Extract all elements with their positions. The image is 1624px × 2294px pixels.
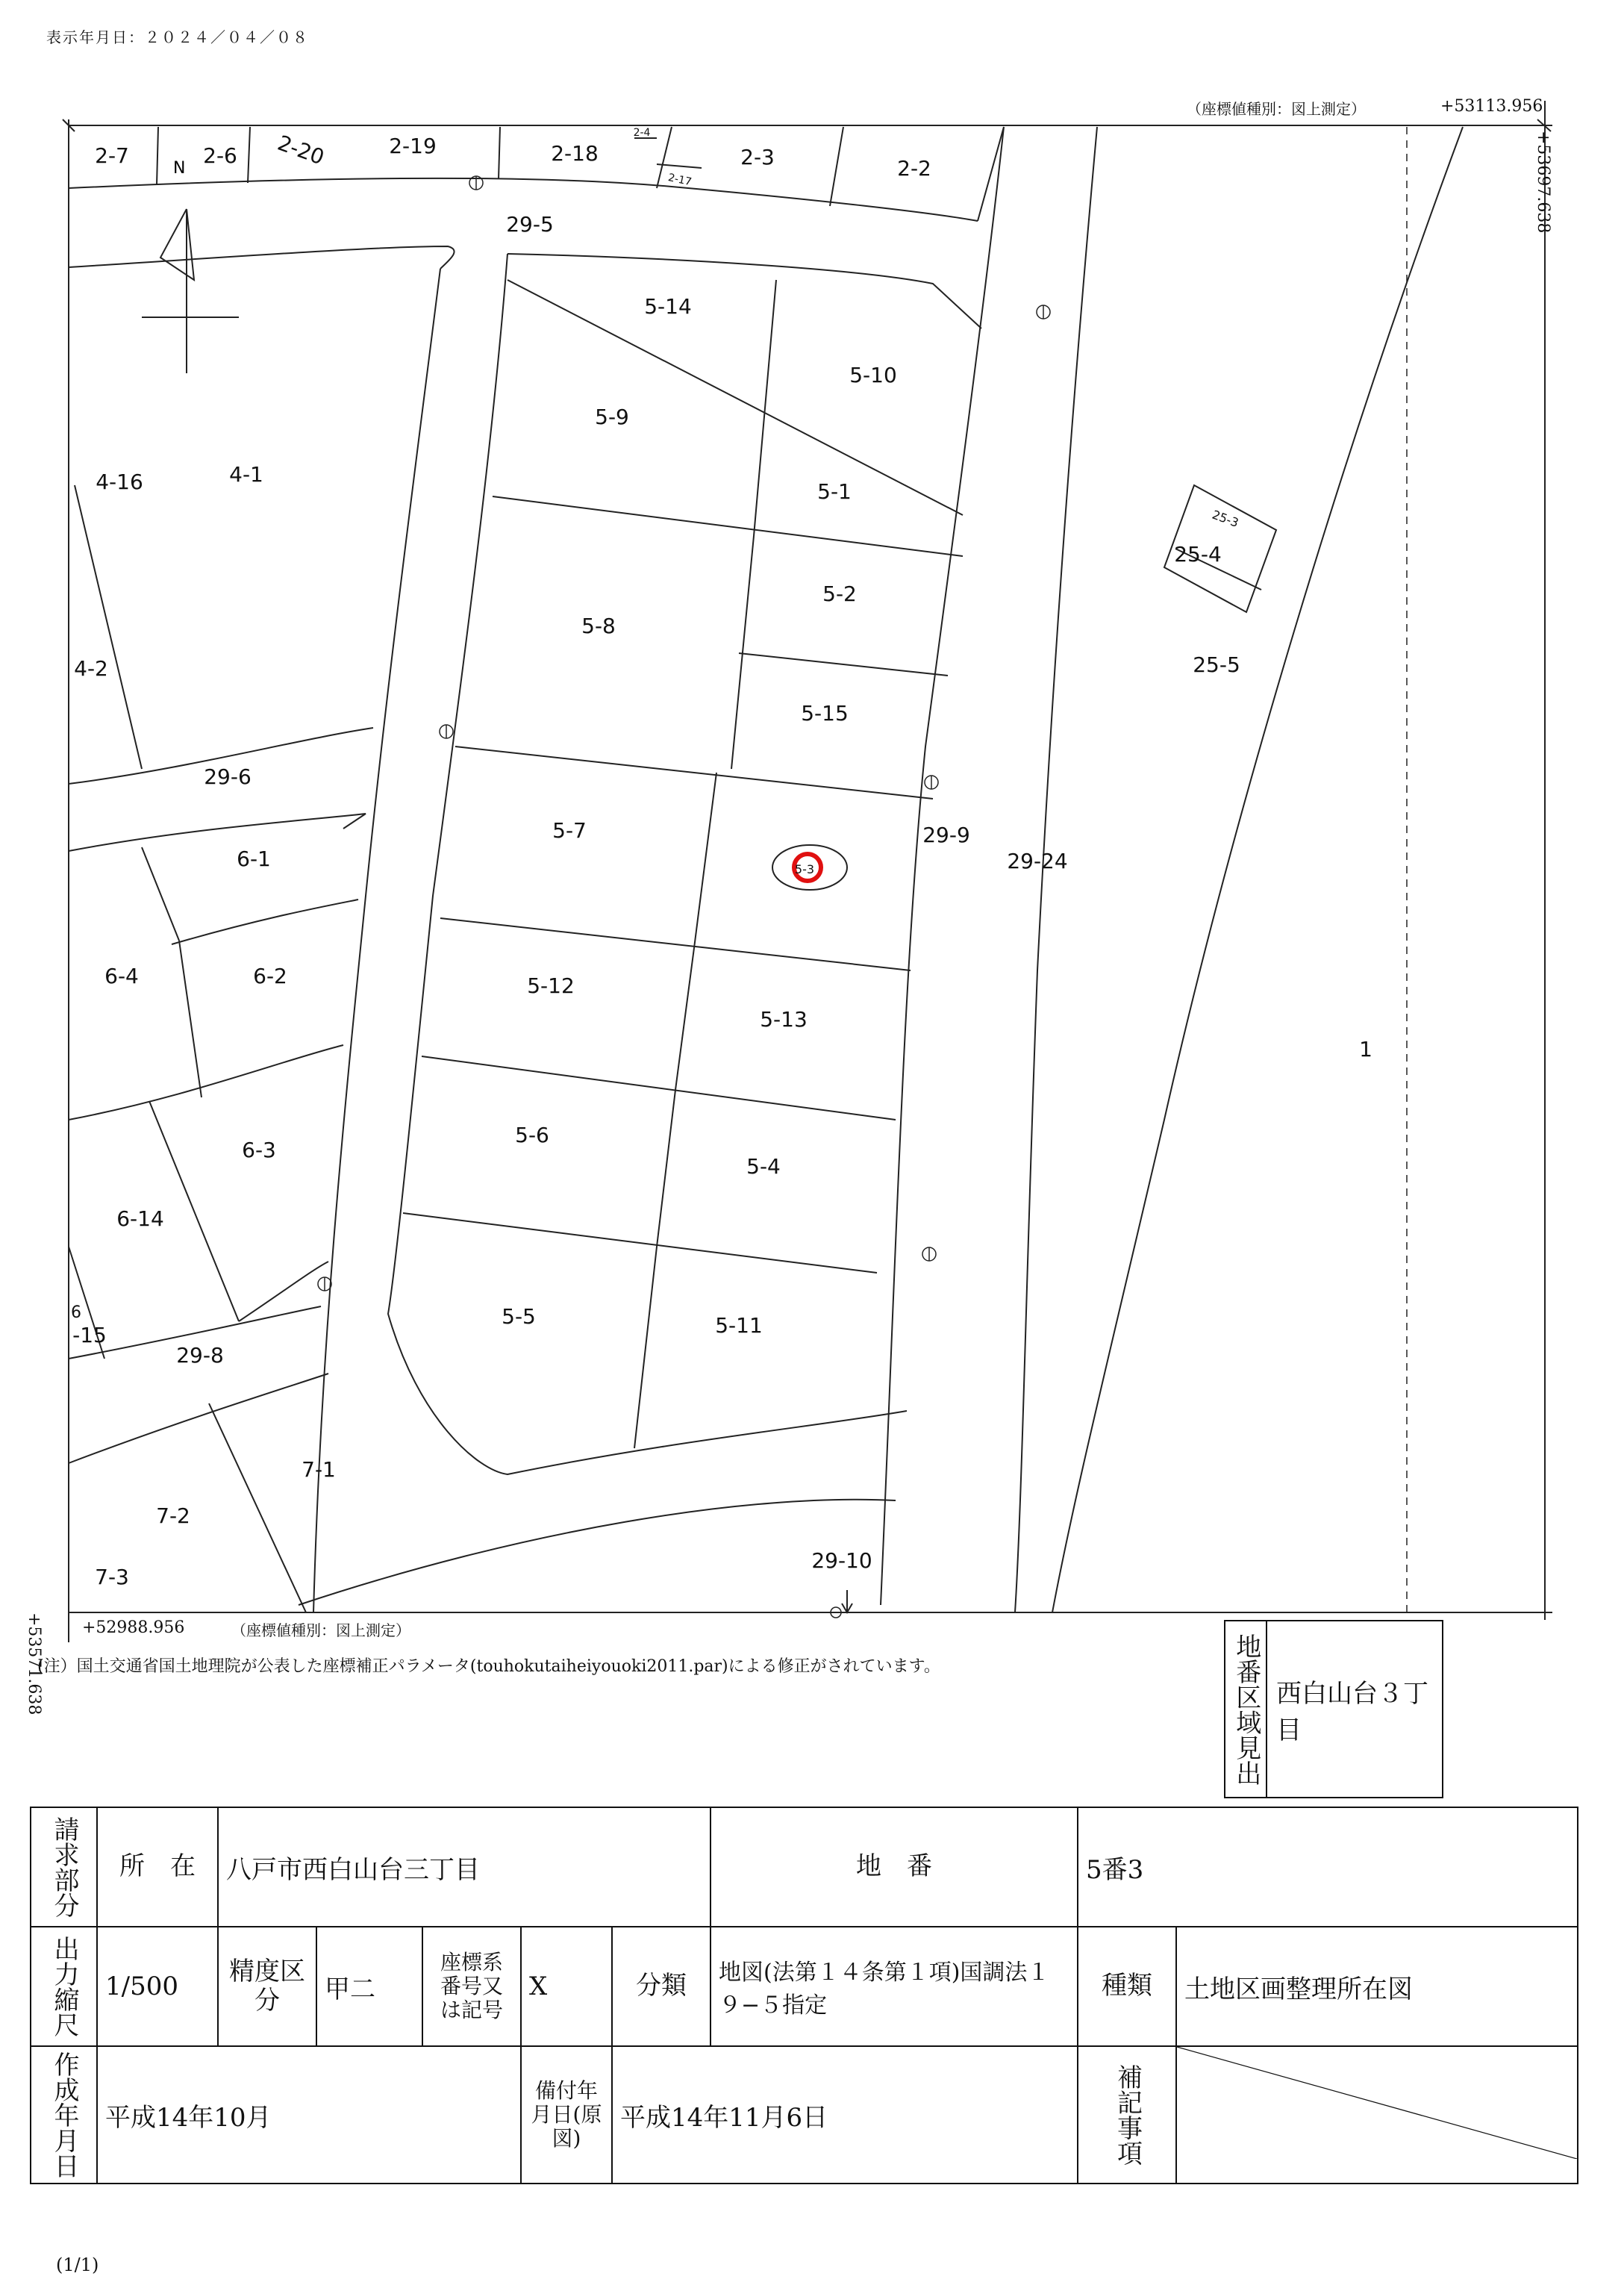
parcel-label-42: 29-8	[176, 1343, 224, 1368]
parcel-label-34: 5-6	[515, 1123, 549, 1147]
parcel-label-16: 25-3	[1210, 507, 1241, 530]
parcel-label-6: 2-17	[666, 171, 693, 189]
parcel-label-28: 6-1	[237, 847, 271, 871]
parcel-label-11: 5-10	[849, 363, 897, 387]
parcel-label-10: 5-14	[644, 294, 692, 319]
remarks-label: 補記事項	[1078, 2046, 1176, 2184]
parcel-label-27: 29-24	[1007, 849, 1068, 873]
lot-label: 地 番	[710, 1807, 1078, 1927]
scale-label: 出力縮尺	[31, 1927, 97, 2046]
parcel-label-33: 1	[1359, 1037, 1372, 1062]
parcel-label-12: 5-9	[595, 405, 629, 429]
parcel-label-4: 2-18	[551, 141, 599, 166]
parcel-label-13: 5-1	[817, 479, 852, 504]
parcel-label-44: 7-2	[156, 1503, 190, 1528]
parcel-label-37: 6-14	[116, 1206, 164, 1231]
parcel-label-5: 2-4	[633, 127, 651, 139]
parcel-label-31: 5-12	[527, 973, 575, 998]
parcel-label-38: 6	[71, 1303, 81, 1322]
coord-type-bottom: （座標値種別：図上測定）	[231, 1621, 410, 1639]
parcel-label-29: 6-4	[104, 964, 139, 988]
correction-note: (注）国土交通省国土地理院が公表した座標補正パラメータ(touhokutaiheiyouoki2011.par)による修正がされています。	[37, 1657, 940, 1676]
parcel-label-41: 5-11	[715, 1313, 763, 1338]
coord-left-y: +53571.638	[25, 1612, 43, 1715]
parcel-label-9: 29-5	[506, 212, 554, 237]
accuracy-value: 甲二	[316, 1927, 422, 2046]
coord-sys-label: 座標系番号又は記号	[422, 1927, 521, 2046]
parcel-label-22: 5-15	[801, 701, 849, 726]
parcel-label-30: 6-2	[253, 964, 287, 988]
kind-value: 土地区画整理所在図	[1176, 1927, 1578, 2046]
parcel-label-39: -15	[72, 1323, 107, 1347]
parcel-label-26: 29-9	[922, 823, 970, 847]
parcel-label-19: 5-8	[581, 614, 616, 638]
parcel-label-36: 6-3	[242, 1138, 276, 1162]
coord-bottom-left-x: +52988.956	[82, 1618, 185, 1637]
page-number: (1/1)	[56, 2254, 99, 2275]
remarks-value	[1176, 2046, 1578, 2184]
parcel-label-20: 25-5	[1193, 652, 1240, 677]
district-box	[1224, 1620, 1443, 1798]
parcel-label-40: 5-5	[502, 1304, 536, 1329]
parcel-label-45: 7-3	[95, 1565, 129, 1589]
coord-type-top: （座標値種別：図上測定）	[1187, 100, 1366, 118]
parcel-label-21: 4-2	[74, 656, 108, 681]
kind-label: 種類	[1078, 1927, 1176, 2046]
parcel-label-1: 2-6	[203, 143, 237, 168]
coord-right-y: +53697.638	[1534, 131, 1552, 234]
created-label: 作成年月日	[31, 2046, 97, 2184]
parcel-label-7: 2-3	[740, 145, 775, 169]
parcel-label-35: 5-4	[746, 1154, 781, 1179]
parcel-label-14: 4-16	[96, 470, 143, 494]
coord-sys-value: X	[521, 1927, 612, 2046]
parcel-label-23: 29-6	[204, 764, 252, 789]
parcel-label-17: 25-4	[1174, 542, 1222, 567]
district-label: 地番区域見出	[1225, 1621, 1267, 1797]
remarks-strike	[1177, 2047, 1577, 2159]
parcel-label-3: 2-19	[389, 134, 437, 158]
installed-label: 備付年月日(原図)	[521, 2046, 612, 2184]
parcel-label-32: 5-13	[760, 1007, 808, 1032]
north-arrow-head	[160, 209, 194, 280]
request-label: 請求部分	[31, 1807, 97, 1927]
parcel-label-25: 5-3	[794, 862, 815, 876]
parcel-label-43: 7-1	[302, 1457, 336, 1482]
class-label: 分類	[612, 1927, 710, 2046]
district-value: 西白山台３丁目	[1276, 1678, 1428, 1745]
display-date: 表示年月日：２０２４／０４／０８	[46, 28, 309, 46]
parcel-label-18: 5-2	[822, 582, 857, 606]
parcel-label-24: 5-7	[552, 818, 587, 843]
coord-top-right-x: +53113.956	[1440, 97, 1543, 116]
info-table	[30, 1807, 1578, 2184]
class-value: 地図(法第１４条第１項)国調法１９−５指定	[710, 1927, 1078, 2046]
installed-value: 平成14年11月6日	[612, 2046, 1078, 2184]
scale-value: 1/500	[97, 1927, 218, 2046]
accuracy-label: 精度区分	[218, 1927, 316, 2046]
created-value: 平成14年10月	[97, 2046, 521, 2184]
parcel-label-8: 2-2	[897, 156, 931, 181]
parcel-label-2: 2-20	[274, 130, 328, 170]
location-label: 所 在	[97, 1807, 218, 1927]
parcel-label-46: 29-10	[811, 1548, 872, 1573]
north-label: N	[173, 159, 186, 178]
lot-value: 5番3	[1078, 1807, 1578, 1927]
parcel-label-15: 4-1	[229, 462, 263, 487]
location-value: 八戸市西白山台三丁目	[218, 1807, 710, 1927]
parcel-label-0: 2-7	[95, 143, 129, 168]
